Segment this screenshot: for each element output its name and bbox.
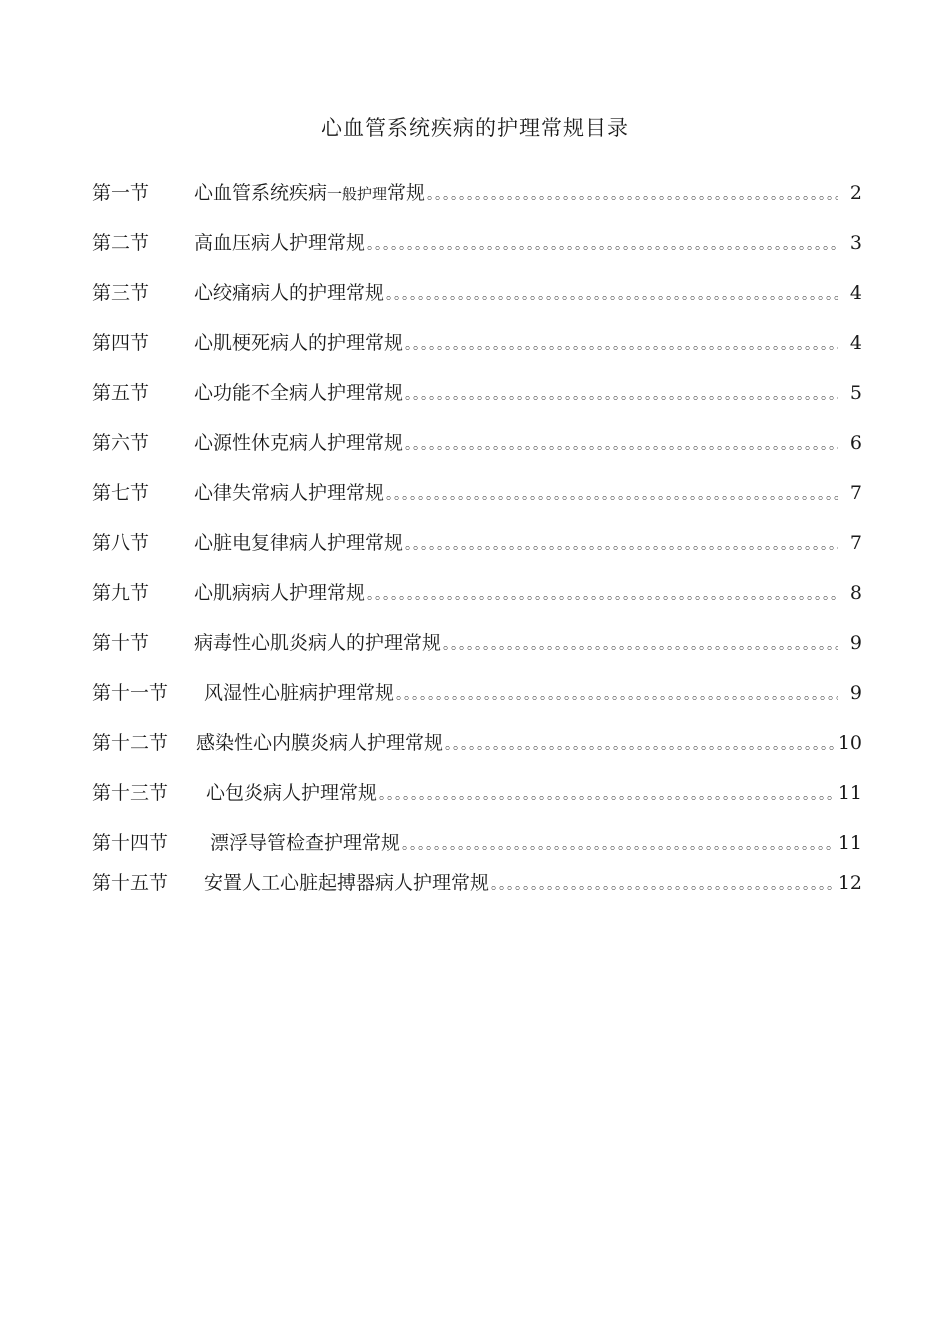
page-number: 2 [849,182,862,204]
page-number: 6 [849,432,862,454]
dot-leader [367,584,838,604]
page-number: 8 [849,582,862,604]
section-title: 心源性休克病人护理常规 [194,432,404,454]
section-title: 病毒性心肌炎病人的护理常规 [194,632,442,654]
toc-entry[interactable] [92,778,862,828]
section-number: 第五节 [92,382,150,404]
page-number: 4 [849,332,862,354]
section-number: 第四节 [92,332,150,354]
dot-leader [443,634,838,654]
section-title: 心功能不全病人护理常规 [194,382,404,404]
page-number: 12 [837,872,862,894]
dot-leader [402,834,834,854]
section-number: 第十四节 [92,832,169,854]
section-title-main: 心血管系统疾病 [194,182,328,204]
page-number: 5 [849,382,862,404]
toc-entry[interactable] [92,378,862,428]
section-number: 第七节 [92,482,150,504]
dot-leader [405,334,838,354]
section-title-tail: 常规 [387,182,426,204]
toc-entry[interactable] [92,678,862,728]
dot-leader [405,384,838,404]
page-number: 9 [849,632,862,654]
section-title: 心律失常病人护理常规 [194,482,385,504]
page-number: 3 [849,232,862,254]
toc-entry[interactable] [92,278,862,328]
dot-leader [386,284,838,304]
toc-entry[interactable] [92,328,862,378]
section-number: 第八节 [92,532,150,554]
dot-leader [405,434,838,454]
page-number: 7 [849,482,862,504]
toc-entry[interactable] [92,178,862,228]
section-title: 心肌病病人护理常规 [194,582,366,604]
toc-entry[interactable] [92,578,862,628]
dot-leader [427,184,838,204]
section-number: 第十一节 [92,682,169,704]
section-number: 第十三节 [92,782,169,804]
toc-entry[interactable] [92,528,862,578]
page-number: 7 [849,532,862,554]
toc-entry[interactable] [92,828,862,868]
section-title: 风湿性心脏病护理常规 [204,682,395,704]
toc-entry[interactable] [92,628,862,678]
section-title: 高血压病人护理常规 [194,232,366,254]
page-number: 10 [837,732,862,754]
section-title: 心脏电复律病人护理常规 [194,532,404,554]
section-number: 第六节 [92,432,150,454]
section-title: 心绞痛病人的护理常规 [194,282,385,304]
section-title: 感染性心内膜炎病人护理常规 [196,732,444,754]
table-of-contents [92,178,862,918]
toc-entry[interactable] [92,868,862,918]
section-number: 第一节 [92,182,150,204]
page-title: 心血管系统疾病的护理常规目录 [321,116,629,140]
page-number: 4 [849,282,862,304]
toc-entry[interactable] [92,728,862,778]
page-number: 9 [849,682,862,704]
section-title [194,178,425,205]
dot-leader [405,534,838,554]
section-title-small: 一般护理 [327,185,388,203]
section-title: 安置人工心脏起搏器病人护理常规 [204,872,490,894]
section-number: 第十节 [92,632,150,654]
dot-leader [386,484,838,504]
section-number: 第十五节 [92,872,169,894]
section-title: 心包炎病人护理常规 [206,782,378,804]
page-number: 11 [837,782,862,804]
section-number: 第二节 [92,232,150,254]
section-number: 第九节 [92,582,150,604]
toc-entry[interactable] [92,428,862,478]
section-title: 漂浮导管检查护理常规 [210,832,401,854]
toc-entry[interactable] [92,478,862,528]
dot-leader [396,684,838,704]
section-number: 第十二节 [92,732,169,754]
section-title: 心肌梗死病人的护理常规 [194,332,404,354]
page-number: 11 [837,832,862,854]
dot-leader [367,234,838,254]
section-number: 第三节 [92,282,150,304]
toc-entry[interactable] [92,228,862,278]
dot-leader [445,734,834,754]
dot-leader [491,874,834,894]
dot-leader [379,784,834,804]
